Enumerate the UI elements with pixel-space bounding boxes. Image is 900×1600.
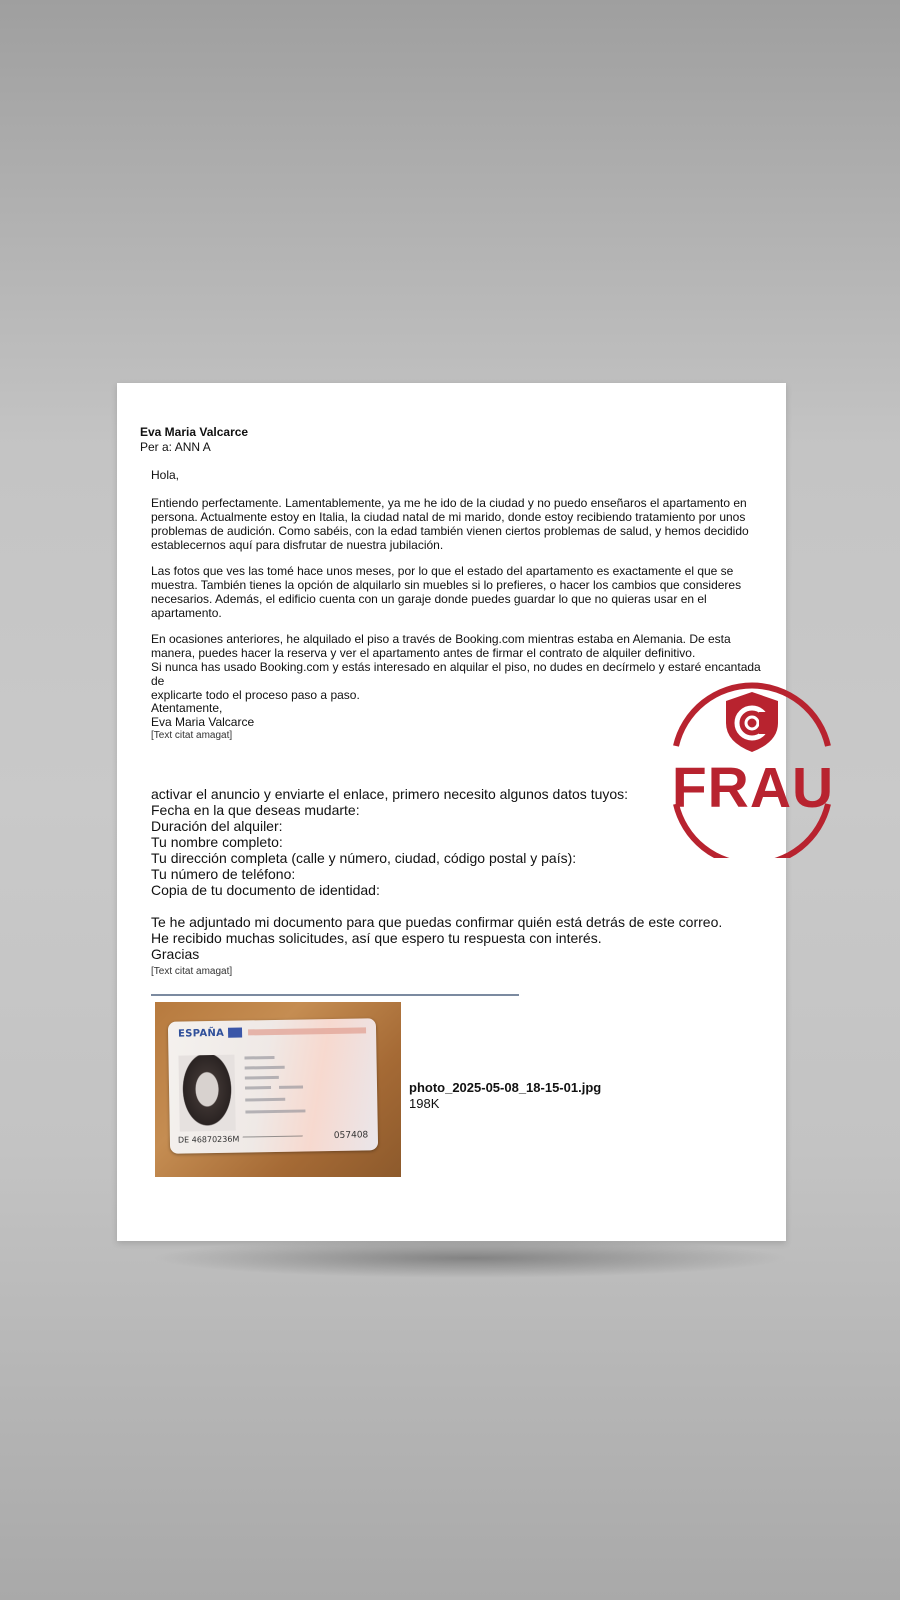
card-signature: [243, 1123, 307, 1137]
text-line: Tu dirección completa (calle y número, ciudad, código postal y país):: [151, 850, 577, 866]
quoted-text-toggle[interactable]: [Text citat amagat]: [151, 730, 233, 741]
card-country: ESPAÑA: [177, 1027, 225, 1040]
card-text-line: [245, 1098, 285, 1102]
text-line: Copia de tu documento de identidad:: [151, 882, 380, 898]
text-line: Te he adjuntado mi documento para que puedas confirmar quién está detrás de este correo.: [151, 914, 723, 930]
card-serial: 057408: [333, 1130, 369, 1141]
card-text-line: [279, 1085, 303, 1088]
text-line: necesarios. Además, el edificio cuenta con un garaje donde puedes guardar lo que no quieras usar en el: [151, 592, 707, 606]
stamp-label: FRAU: [671, 756, 835, 820]
attachment-filename[interactable]: photo_2025-05-08_18-15-01.jpg: [409, 1080, 602, 1095]
divider: [151, 994, 519, 996]
card-number: DE 46870236M: [177, 1134, 240, 1145]
paragraph-2: [151, 564, 776, 620]
text-line: Entiendo perfectamente. Lamentablemente, ya me he ido de la ciudad y no puedo enseñaros el apartamento en: [151, 496, 747, 510]
text-line: Tu número de teléfono:: [151, 866, 296, 882]
text-line: muestra. También tienes la opción de alquilarlo sin muebles si lo prefieres, o hacer los cambios que consideres: [151, 578, 742, 592]
signature: Eva Maria Valcarce: [151, 715, 255, 729]
text-line: Las fotos que ves las tomé hace unos meses, por lo que el estado del apartamento es exactamente el que se: [151, 564, 734, 578]
data-request-list: [151, 786, 628, 898]
attachment-size: 198K: [409, 1096, 440, 1111]
greeting: Hola,: [151, 468, 180, 482]
text-line: apartamento.: [151, 606, 222, 620]
card-text-line: [245, 1076, 279, 1080]
flag-icon: [228, 1028, 242, 1038]
text-line: Fecha en la que deseas mudarte:: [151, 802, 360, 818]
card-header-band: [248, 1027, 366, 1035]
sender-name: Eva Maria Valcarce: [140, 425, 249, 439]
closing: Atentamente,: [151, 701, 223, 715]
card-text-line: [244, 1056, 274, 1060]
card-text-line: [245, 1066, 285, 1070]
recipient-line: Per a: ANN A: [140, 440, 211, 454]
text-line: He recibido muchas solicitudes, así que espero tu respuesta con interés.: [151, 930, 602, 946]
text-line: Gracias: [151, 946, 200, 962]
text-line: En ocasiones anteriores, he alquilado el piso a través de Booking.com mientras estaba en Alemania. De esta: [151, 632, 731, 646]
text-line: establecernos aquí para disfrutar de nuestra jubilación.: [151, 538, 444, 552]
text-line: explicarte todo el proceso paso a paso.: [151, 688, 360, 702]
text-line: Tu nombre completo:: [151, 834, 283, 850]
text-line: manera, puedes hacer la reserva y ver el apartamento antes de firmar el contrato de alquiler definitivo.: [151, 646, 696, 660]
text-line: problemas de audición. Como sabéis, con la edad también vienen ciertos problemas de salud, y hemos decidido: [151, 524, 749, 538]
page-shadow: [150, 1238, 790, 1278]
portrait-photo: [178, 1055, 235, 1132]
attachment-note: [151, 914, 722, 962]
shield-icon: [726, 692, 778, 752]
card-text-line: [245, 1086, 271, 1089]
card-text-line: [245, 1109, 305, 1113]
id-card-image: [168, 1018, 378, 1154]
quoted-text-toggle[interactable]: [Text citat amagat]: [151, 966, 233, 977]
text-line: persona. Actualmente estoy en Italia, la ciudad natal de mi marido, donde estoy recibiendo tratamiento por unos: [151, 510, 746, 524]
text-line: Duración del alquiler:: [151, 818, 283, 834]
text-line: activar el anuncio y enviarte el enlace, primero necesito algunos datos tuyos:: [151, 786, 629, 802]
paragraph-1: [151, 496, 776, 552]
attachment-thumbnail[interactable]: [155, 1002, 401, 1177]
text-line: Si nunca has usado Booking.com y estás interesado en alquilar el piso, no dudes en decírmelo y estaré encantada de: [151, 660, 761, 688]
